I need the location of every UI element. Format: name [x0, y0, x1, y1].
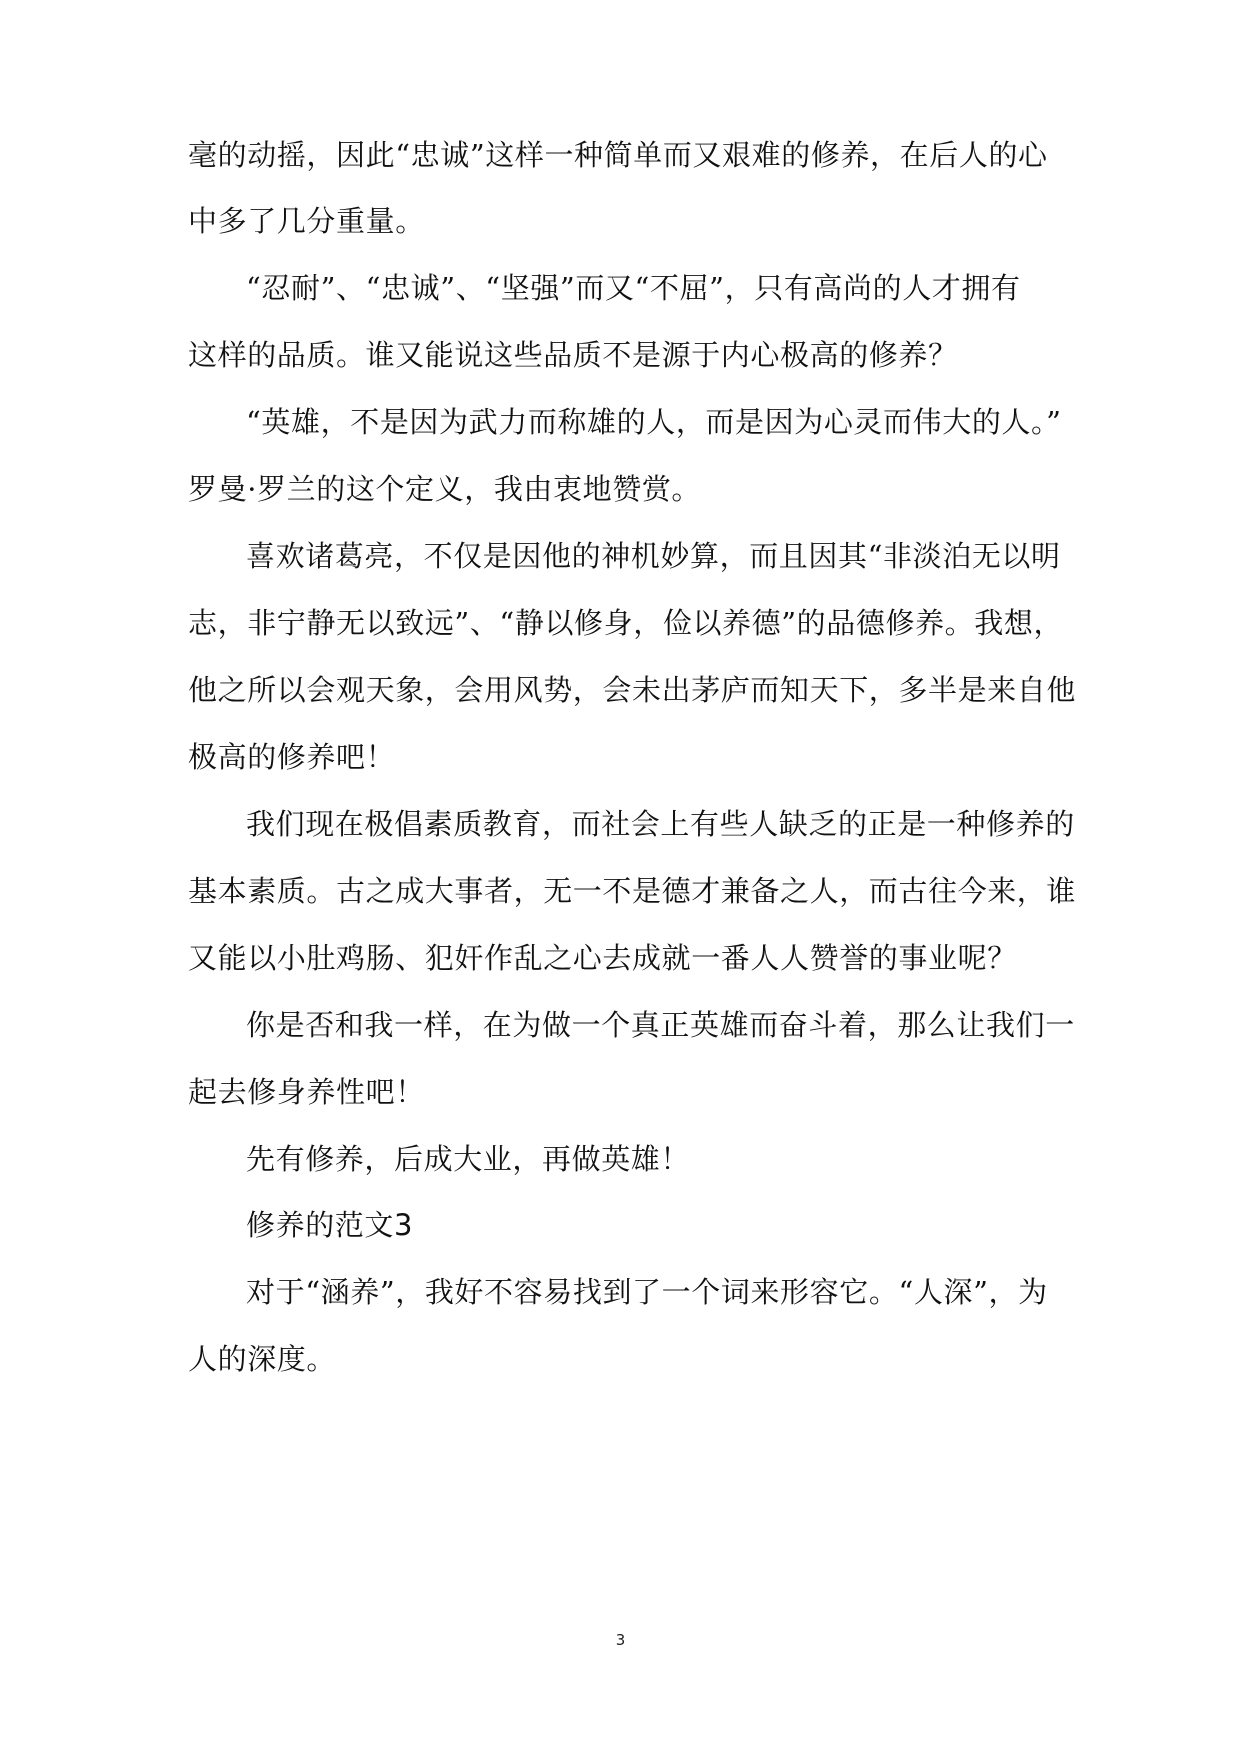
text-line-16: 先有修养，后成大业，再做英雄！ [246, 1142, 691, 1176]
text-line-9: 他之所以会观天象，会用风势，会未出茅庐而知天下，多半是来自他 [188, 673, 1077, 707]
text-line-18: 人的深度。 [188, 1342, 337, 1376]
text-line-3: “忍耐”、“忠诚”、“坚强”而又“不屈”，只有高尚的人才拥有 [246, 271, 1021, 305]
text-line-5: “英雄，不是因为武力而称雄的人，而是因为心灵而伟大的人。” [246, 405, 1062, 439]
text-line-17: 对于“涵养”，我好不容易找到了一个词来形容它。“人深”，为 [246, 1275, 1048, 1309]
text-line-7: 喜欢诸葛亮，不仅是因他的神机妙算，而且因其“非淡泊无以明 [246, 539, 1061, 573]
text-line-4: 这样的品质。谁又能说这些品质不是源于内心极高的修养？ [188, 338, 958, 372]
text-line-15: 起去修身养性吧！ [188, 1075, 425, 1109]
text-line-8: 志，非宁静无以致远”、“静以修身，俭以养德”的品德修养。我想， [188, 606, 1064, 640]
text-line-14: 你是否和我一样，在为做一个真正英雄而奋斗着，那么让我们一 [246, 1008, 1075, 1042]
text-line-2: 中多了几分重量。 [188, 204, 425, 238]
section-heading: 修养的范文3 [246, 1208, 414, 1242]
text-line-13: 又能以小肚鸡肠、犯奸作乱之心去成就一番人人赞誉的事业呢？ [188, 941, 1017, 975]
text-line-12: 基本素质。古之成大事者，无一不是德才兼备之人，而古往今来，谁 [188, 874, 1077, 908]
text-line-11: 我们现在极倡素质教育，而社会上有些人缺乏的正是一种修养的 [246, 807, 1075, 841]
text-line-10: 极高的修养吧！ [188, 740, 396, 774]
text-line-1: 毫的动摇，因此“忠诚”这样一种简单而又艰难的修养，在后人的心 [188, 138, 1048, 172]
page-number: 3 [615, 1631, 626, 1649]
text-line-6: 罗曼·罗兰的这个定义，我由衷地赞赏。 [188, 472, 702, 506]
